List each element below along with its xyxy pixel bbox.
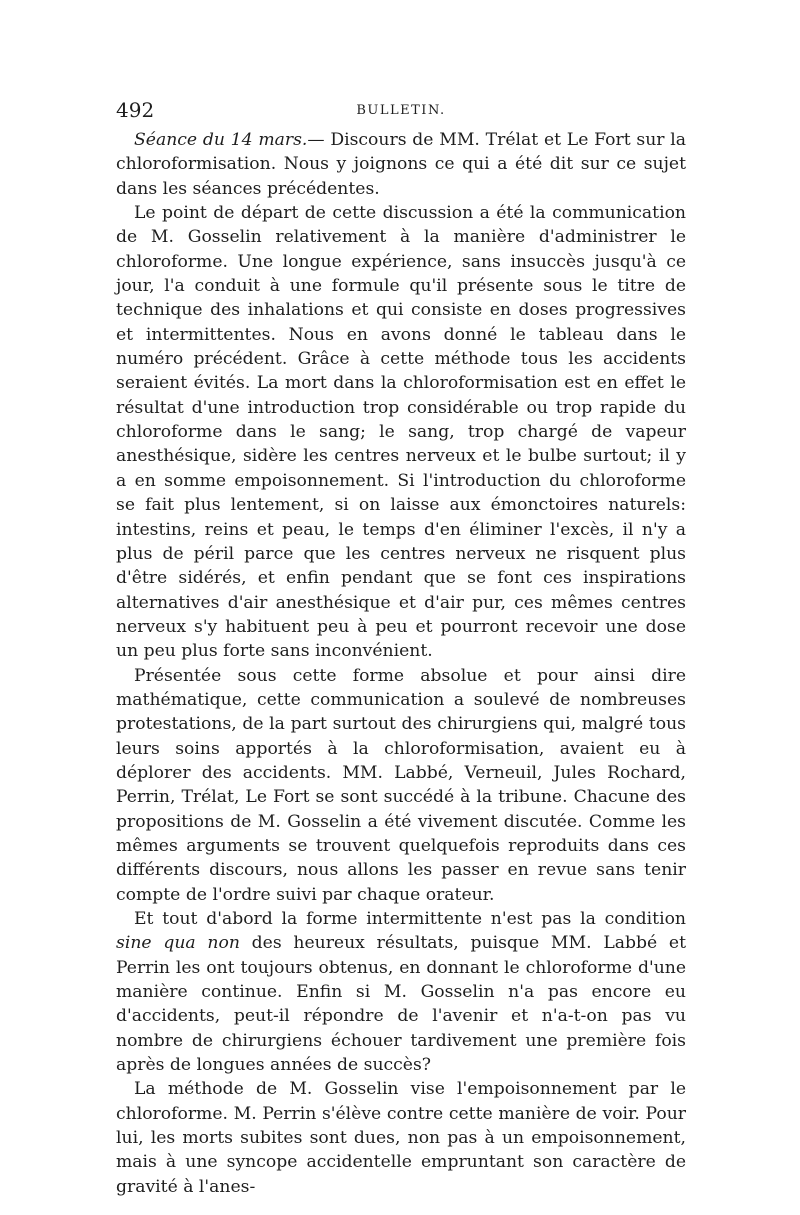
page-number: 492	[116, 98, 155, 122]
paragraph-session-intro	[116, 128, 686, 201]
session-date-heading: Séance du 14 mars.	[134, 130, 308, 150]
paragraph-gosselin-method: Le point de départ de cette discussion a été la communication de M. Gosselin relativement à la manière d'administrer le chloroforme. Une longue expérience, sans insuccès jusqu'à ce jour, l'a conduit à une formule qu'il présente sous le titre de technique des inhalations et qui consiste en doses progressives et intermittentes. Nous en avons donné le tableau dans le numéro précédent. Grâce à cette méthode tous les accidents seraient évités. La mort dans la chloroformisation est en effet le résultat d'une introduction trop considérable ou trop rapide du chloroforme dans le sang; le sang, trop chargé de vapeur anesthésique, sidère les centres nerveux et le bulbe surtout; il y a en somme empoisonnement. Si l'introduction du chloroforme se fait plus lentement, si on laisse aux émonctoires naturels: intestins, reins et peau, le temps d'en éliminer l'excès, il n'y a plus de péril parce que les centres nerveux ne risquent plus d'être sidérés, et enfin pendant que se font ces inspirations alternatives d'air anesthésique et d'air pur, ces mêmes centres nerveux s'y habituent peu à peu et pourront recevoir une dose un peu plus forte sans inconvénient.	[116, 203, 686, 662]
intermittent-text-after: des heureux résultats, puisque MM. Labbé et Perrin les ont toujours obtenus, en donnant le chloroforme d'une manière continue. Enfin si M. Gosselin n'a pas encore eu d'accidents, peut-il répondre de l'avenir et n'a-t-on pas vu nombre de chirurgiens échouer tardivement une première fois après de longues années de succès?	[116, 933, 686, 1076]
page-header	[116, 98, 686, 128]
article-body	[116, 128, 686, 1199]
paragraph-perrin-syncope: La méthode de M. Gosselin vise l'empoisonnement par le chloroforme. M. Perrin s'élève contre cette manière de voir. Pour lui, les morts subites sont dues, non pas à un empoisonnement, mais à une syncope accidentelle empruntant son caractère de gravité à l'anes-	[116, 1079, 686, 1197]
paragraph-protestations: Présentée sous cette forme absolue et pour ainsi dire mathématique, cette communication a soulevé de nombreuses protestations, de la part surtout des chirurgiens qui, malgré tous leurs soins apportés à la chloroformisation, avaient eu à déplorer des accidents. MM. Labbé, Verneuil, Jules Rochard, Perrin, Trélat, Le Fort se sont succédé à la tribune. Chacune des propositions de M. Gosselin a été vivement discutée. Comme les mêmes arguments se trouvent quelquefois reproduits dans ces différents discours, nous allons les passer en revue sans tenir compte de l'ordre suivi par chaque orateur.	[116, 665, 686, 905]
intermittent-text-before: Et tout d'abord la forme intermittente n'est pas la condition	[134, 909, 686, 929]
running-title: BULLETIN.	[356, 103, 446, 118]
paragraph-intermittent-form	[116, 907, 686, 1077]
session-intro-text: — Discours de MM. Trélat et Le Fort sur la chloroformisation. Nous y joignons ce qui a été dit sur ce sujet dans les séances précédentes.	[116, 130, 687, 199]
latin-phrase: sine qua non	[116, 933, 240, 954]
